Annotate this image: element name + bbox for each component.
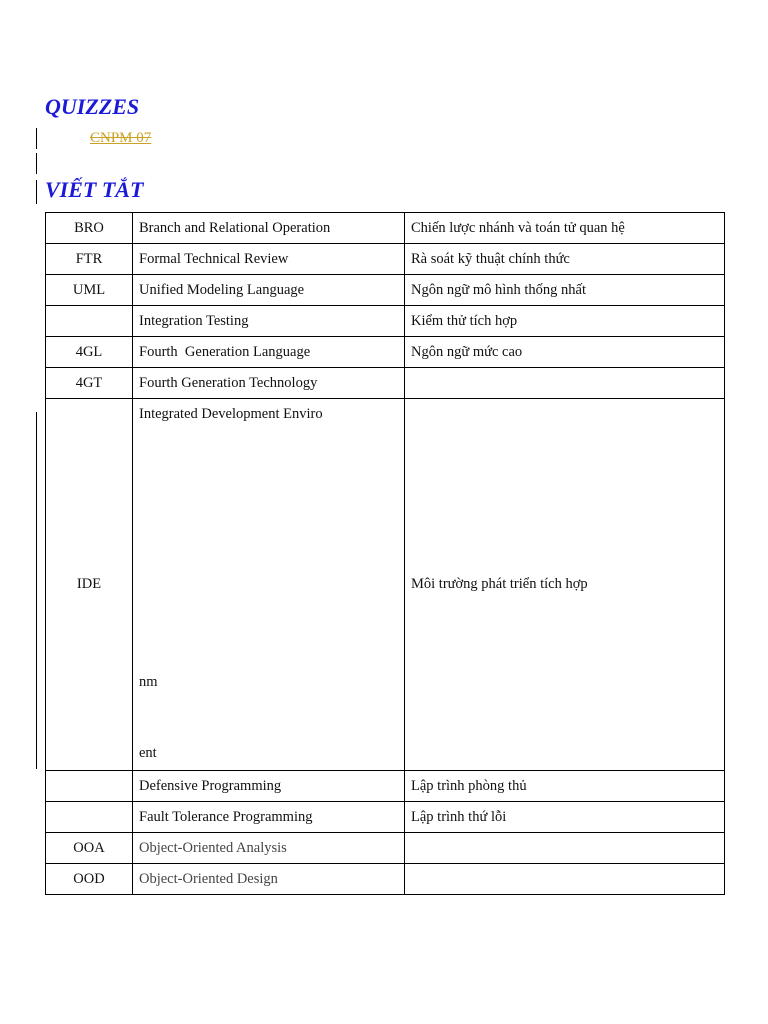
revision-bar <box>36 153 37 174</box>
quizzes-heading: QUIZZES <box>45 94 140 119</box>
abbreviation-cell <box>46 306 133 337</box>
english-term-cell: Integration Testing <box>133 306 405 337</box>
abbreviation-cell: 4GL <box>46 337 133 368</box>
table-row <box>46 213 725 244</box>
abbreviation-cell: IDE <box>46 399 133 771</box>
english-term-cell: Fourth Generation Language <box>133 337 405 368</box>
abbreviation-cell: OOD <box>46 864 133 895</box>
abbreviation-cell: FTR <box>46 244 133 275</box>
english-term-line: Integrated Development Enviro <box>139 406 323 422</box>
table-row <box>46 833 725 864</box>
table-row <box>46 244 725 275</box>
vietnamese-term-cell <box>405 833 725 864</box>
english-term-cell: Defensive Programming <box>133 771 405 802</box>
vietnamese-term-cell: Chiến lược nhánh và toán tử quan hệ <box>405 213 725 244</box>
english-term-cell: Object-Oriented Analysis <box>133 833 405 864</box>
abbreviation-cell: BRO <box>46 213 133 244</box>
abbreviation-cell: 4GT <box>46 368 133 399</box>
abbreviation-table <box>45 212 725 895</box>
vietnamese-term-cell: Kiểm thử tích hợp <box>405 306 725 337</box>
table-row <box>46 864 725 895</box>
table-row <box>46 802 725 833</box>
revision-bar <box>36 412 37 769</box>
table-row <box>46 306 725 337</box>
vietnamese-term-cell: Ngôn ngữ mức cao <box>405 337 725 368</box>
english-term-cell: Object-Oriented Design <box>133 864 405 895</box>
table-row <box>46 337 725 368</box>
vietnamese-term-cell: Lập trình thứ lỗi <box>405 802 725 833</box>
vietnamese-term-cell: Rà soát kỹ thuật chính thức <box>405 244 725 275</box>
english-term-cell: Formal Technical Review <box>133 244 405 275</box>
vietnamese-term-cell: Môi trường phát triển tích hợp <box>405 399 725 771</box>
cnpm-07-link[interactable]: CNPM 07 <box>90 130 152 146</box>
abbreviation-cell <box>46 802 133 833</box>
abbreviations-heading: VIẾT TẮT <box>45 177 144 202</box>
vietnamese-term-cell <box>405 368 725 399</box>
table-row <box>46 399 725 771</box>
english-term-line: ent <box>139 745 157 761</box>
vietnamese-term-cell: Ngôn ngữ mô hình thống nhất <box>405 275 725 306</box>
abbreviation-cell: UML <box>46 275 133 306</box>
table-row <box>46 771 725 802</box>
revision-bar <box>36 180 37 204</box>
english-term-cell: Branch and Relational Operation <box>133 213 405 244</box>
abbreviation-cell <box>46 771 133 802</box>
vietnamese-term-cell: Lập trình phòng thủ <box>405 771 725 802</box>
english-term-cell: Fourth Generation Technology <box>133 368 405 399</box>
english-term-cell: Fault Tolerance Programming <box>133 802 405 833</box>
table-row <box>46 275 725 306</box>
abbreviation-cell: OOA <box>46 833 133 864</box>
revision-bar <box>36 128 37 149</box>
vietnamese-term-cell <box>405 864 725 895</box>
english-term-line: nm <box>139 674 158 690</box>
english-term-cell: Unified Modeling Language <box>133 275 405 306</box>
english-term-cell <box>133 399 405 771</box>
table-row <box>46 368 725 399</box>
